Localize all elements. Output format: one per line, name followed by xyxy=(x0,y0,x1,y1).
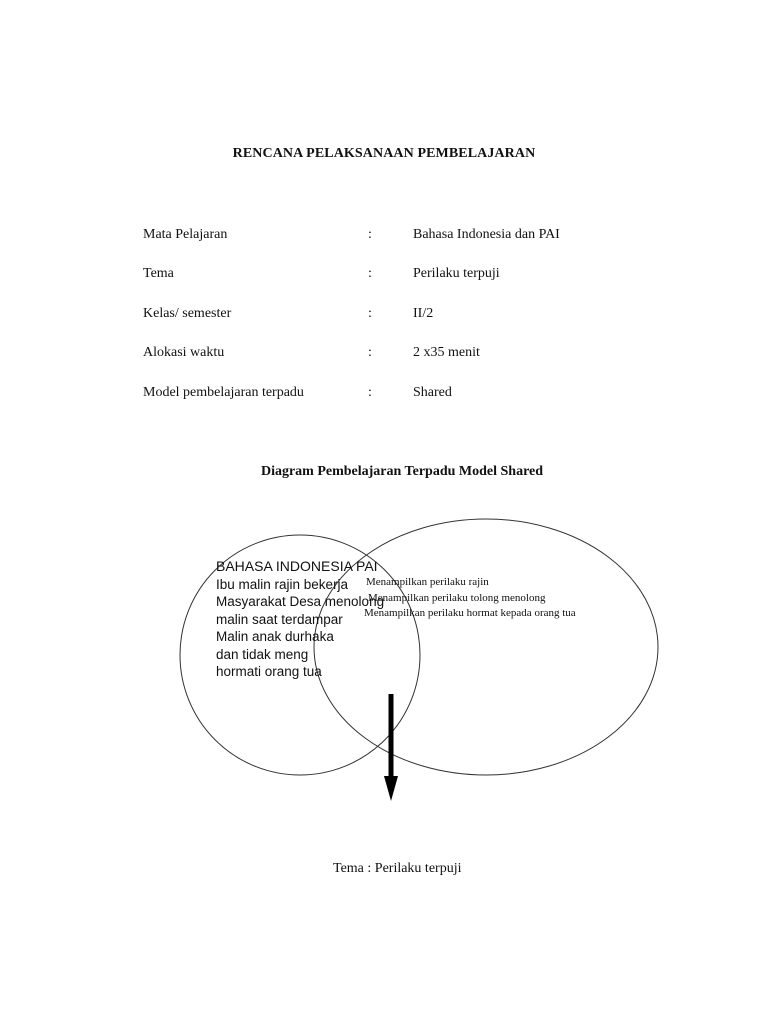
arrow-head-icon xyxy=(384,776,398,801)
document-title: RENCANA PELAKSANAAN PEMBELAJARAN xyxy=(232,146,536,161)
info-value: Shared xyxy=(413,385,452,400)
left-circle-text xyxy=(216,558,384,681)
left-circle-heading: BAHASA INDONESIA PAI xyxy=(216,558,378,574)
info-value: Bahasa Indonesia dan PAI xyxy=(413,227,560,242)
left-circle-line: Malin anak durhaka xyxy=(216,629,334,644)
right-ellipse-line: Menampilkan perilaku tolong menolong xyxy=(368,591,546,604)
info-value: Perilaku terpuji xyxy=(413,266,500,281)
info-value: 2 x35 menit xyxy=(413,345,480,360)
info-label: Kelas/ semester xyxy=(143,306,232,321)
left-circle-line: malin saat terdampar xyxy=(216,611,343,627)
info-colon: : xyxy=(368,345,372,360)
info-value: II/2 xyxy=(413,306,434,321)
theme-footer: Tema : Perilaku terpuji xyxy=(333,861,462,876)
info-label: Mata Pelajaran xyxy=(143,227,228,242)
left-circle-line: Ibu malin rajin bekerja xyxy=(216,576,349,592)
diagram-title: Diagram Pembelajaran Terpadu Model Shared xyxy=(260,464,544,479)
left-circle-line: Masyarakat Desa menolong xyxy=(216,594,385,609)
info-colon: : xyxy=(368,385,372,400)
right-ellipse-line: Menampilkan perilaku hormat kepada orang tua xyxy=(364,607,576,619)
info-colon: : xyxy=(368,227,372,242)
left-circle-line: hormati orang tua xyxy=(216,664,322,679)
info-label: Model pembelajaran terpadu xyxy=(143,385,304,400)
right-ellipse-text xyxy=(364,575,576,622)
info-colon: : xyxy=(368,306,372,321)
info-label: Alokasi waktu xyxy=(143,345,225,360)
left-circle-line: dan tidak meng xyxy=(216,646,309,662)
info-colon: : xyxy=(368,266,372,281)
info-label: Tema xyxy=(143,266,174,281)
right-ellipse-line: Menampilkan perilaku rajin xyxy=(366,576,489,588)
